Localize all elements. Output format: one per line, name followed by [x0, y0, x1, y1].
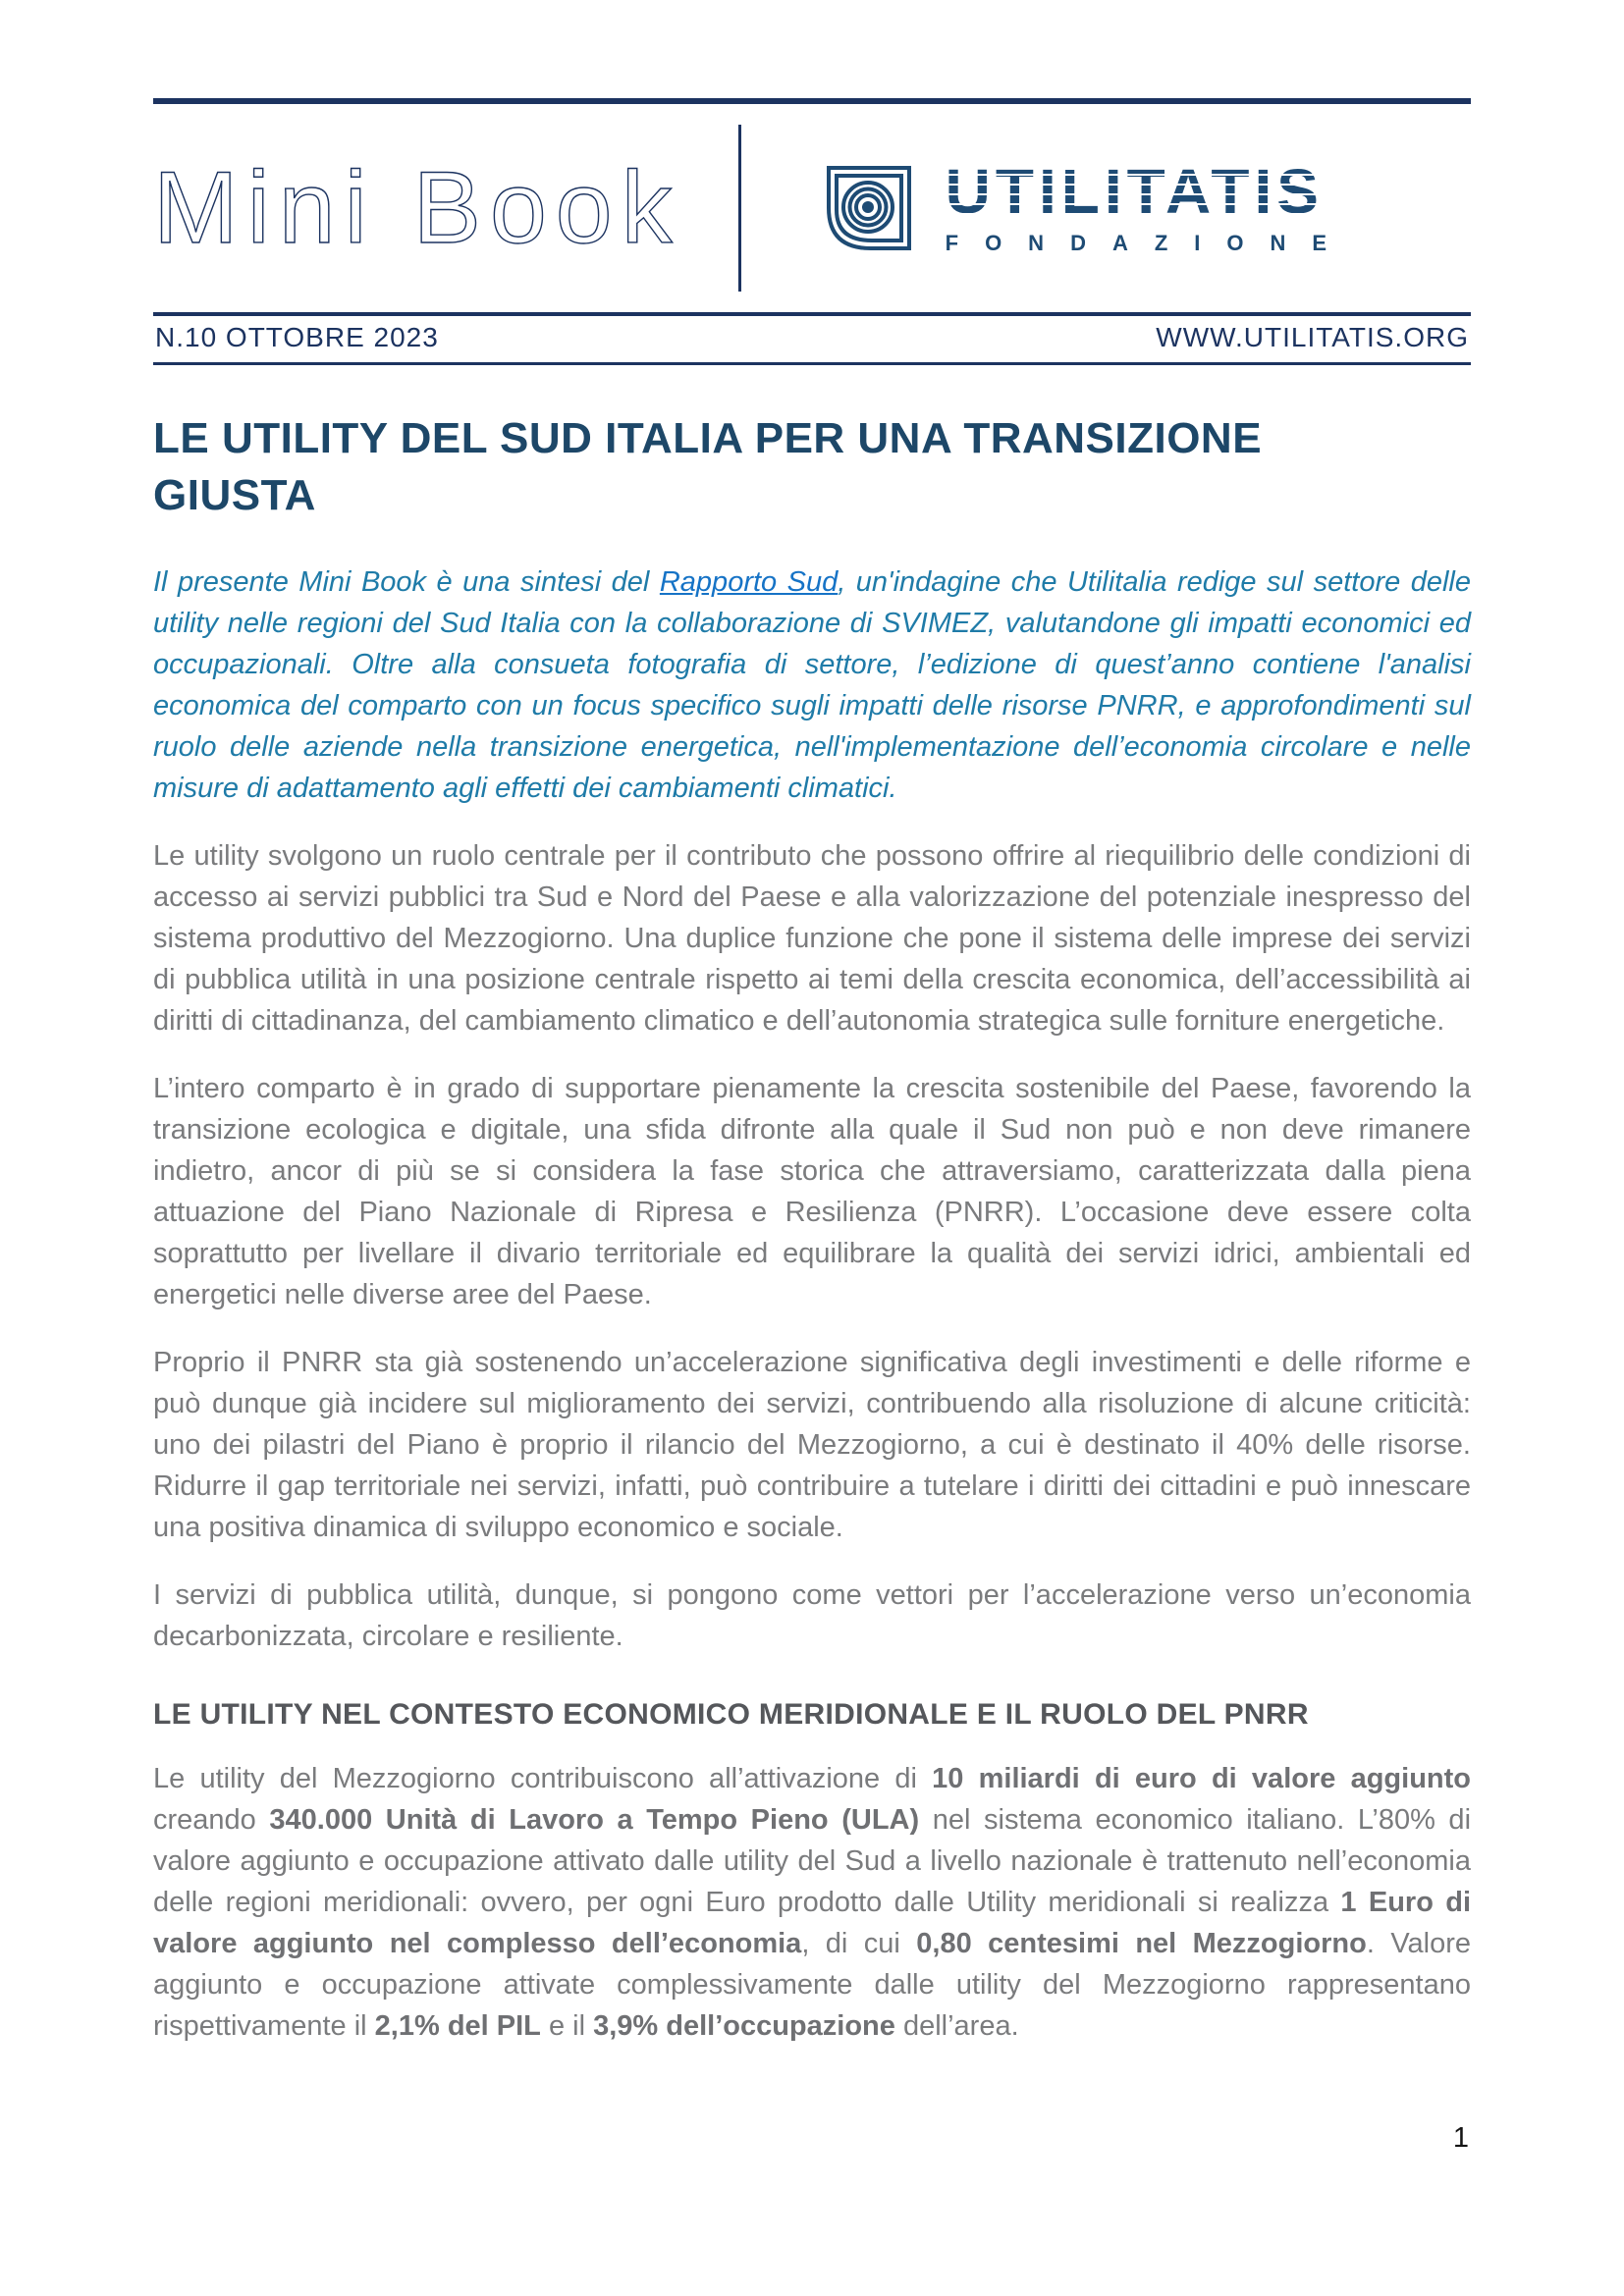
logo-subtitle: FONDAZIONE [945, 231, 1354, 255]
text-run: Il presente Mini Book è una sintesi del [153, 566, 660, 598]
text-run: Le utility del Mezzogiorno contribuiscono all’attivazione di [153, 1763, 933, 1794]
utilitatis-logo [820, 156, 1471, 257]
text-run: creando [153, 1804, 270, 1836]
text-run: 3,9% dell’occupazione [593, 2010, 895, 2042]
section-heading: LE UTILITY NEL CONTESTO ECONOMICO MERIDIONALE E IL RUOLO DEL PNRR [153, 1698, 1309, 1731]
text-run: dell’area. [894, 2010, 1019, 2042]
text-run: 10 miliardi di euro di valore aggiunto [932, 1763, 1471, 1794]
text-run: 1 Euro di valore aggiunto nel complesso dell’economia [153, 1887, 1471, 1959]
text-run: 2,1% del PIL [374, 2010, 541, 2042]
header-divider [738, 125, 741, 292]
utilitatis-spiral-icon [820, 159, 918, 257]
dateline [153, 312, 1471, 365]
rapporto-sud-link[interactable]: Rapporto Sud [659, 566, 839, 598]
intro-paragraph [153, 561, 1471, 809]
text-run: 340.000 Unità di Lavoro a Tempo Pieno (ULA) [269, 1804, 920, 1836]
text-run: . Valore aggiunto e occupazione attivate complessivamente dalle utility del Mezzogiorno rappresentano rispettivamente il [153, 1928, 1471, 2042]
header [153, 104, 1471, 312]
text-run: Le utility svolgono un ruolo centrale per il contributo che possono offrire al riequilibrio delle condizioni di accesso ai servizi pubblici tra Sud e Nord del Paese e alla valorizzazione del potenziale inespresso del sistema produttivo del Mezzogiorno. Una duplice funzione che pone il sistema delle imprese dei servizi di pubblica utilità in una posizione centrale rispetto ai temi della crescita economica, dell’accessibilità ai diritti di cittadinanza, del cambiamento climatico e dell’autonomia strategica sulle forniture energetiche. [153, 840, 1471, 1037]
body-paragraph-3 [153, 1342, 1471, 1548]
text-run: nel sistema economico italiano. L’80% di valore aggiunto e occupazione attivato dalle utility del Sud a livello nazionale è trattenuto nell’economia delle regioni meridionali: ovvero, per ogni Euro prodotto dalle Utility meridionali si realizza [153, 1804, 1472, 1918]
text-run: Proprio il PNRR sta già sostenendo un’accelerazione significativa degli investimenti e delle riforme e può dunque già incidere sul miglioramento dei servizi, contribuendo alla risoluzione di alcune criticità: uno dei pilastri del Piano è proprio il rilancio del Mezzogiorno, a cui è destinato il 40% delle risorse. Ridurre il gap territoriale nei servizi, infatti, può contribuire a tutelare i diritti dei cittadini e può innescare una positiva dinamica di sviluppo economico e sociale. [153, 1347, 1471, 1543]
body-paragraph-2 [153, 1068, 1471, 1315]
page-number: 1 [1452, 2122, 1469, 2154]
body-paragraph-1 [153, 835, 1471, 1041]
section-paragraph [153, 1758, 1471, 2047]
logo-text [945, 156, 1471, 256]
text-run: I servizi di pubblica utilità, dunque, si pongono come vettori per l’accelerazione verso un’economia decarbonizzata, circolare e resiliente. [153, 1579, 1471, 1652]
logo-wordmark: UTILITATIS [946, 160, 1471, 223]
text-run: , di cui [801, 1928, 917, 1959]
website-url[interactable]: WWW.UTILITATIS.ORG [1156, 322, 1469, 352]
text-run: , un'indagine che Utilitalia redige sul settore delle utility nelle regioni del Sud Italia con la collaborazione di SVIMEZ, valutandone gli impatti economici ed occupazionali. Oltre alla consueta fotografia di settore, l’edizione di quest’anno contiene l'analisi economica del comparto con un focus specifico sugli impatti delle risorse PNRR, e approfondimenti sul ruolo delle aziende nella transizione energetica, nell'implementazione dell’economia circolare e nelle misure di adattamento agli effetti dei cambiamenti climatici. [153, 566, 1471, 804]
body-paragraph-4 [153, 1575, 1471, 1657]
text-run: e il [540, 2010, 594, 2042]
text-run: L’intero comparto è in grado di supportare pienamente la crescita sostenibile del Paese, favorendo la transizione ecologica e digitale, una sfida difronte alla quale il Sud non può e non deve rimanere indietro, ancor di più se si considera la fase storica che attraversiamo, caratterizzata dalla piena attuazione del Piano Nazionale di Ripresa e Resilienza (PNRR). L’occasione deve essere colta soprattutto per livellare il divario territoriale ed equilibrare la qualità dei servizi idrici, ambientali ed energetici nelle diverse aree del Paese. [153, 1073, 1471, 1310]
masthead-title: Mini Book [153, 150, 681, 265]
issue-number: N.10 OTTOBRE 2023 [155, 322, 439, 352]
text-run: 0,80 centesimi nel Mezzogiorno [916, 1928, 1367, 1959]
article-title: LE UTILITY DEL SUD ITALIA PER UNA TRANSIZIONE GIUSTA [153, 414, 1263, 519]
